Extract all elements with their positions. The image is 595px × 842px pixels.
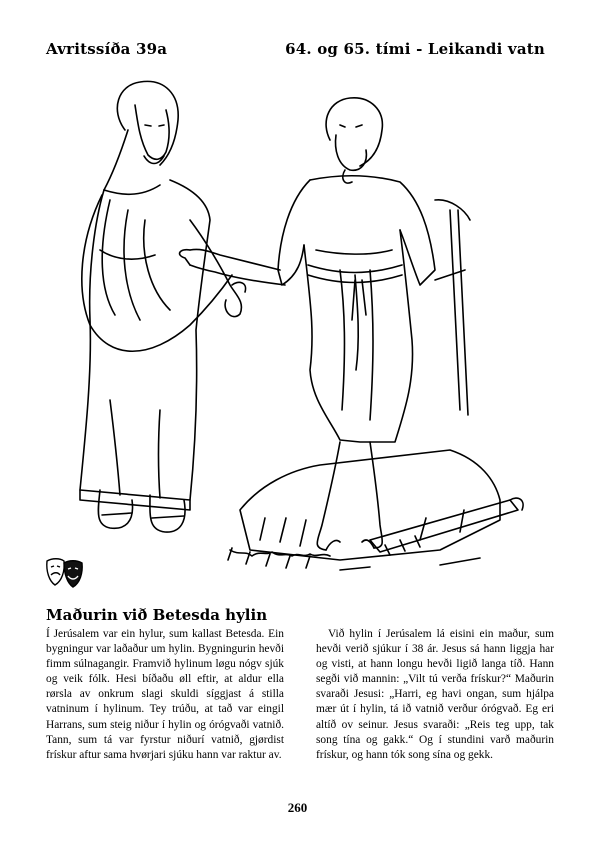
header-left: Avritssíða 39a (46, 40, 168, 58)
article-left-column: Í Jerúsalem var ein hylur, sum kallast Betesda. Ein bygningur var laðaður um hylin. Bygningurin hevði fimm súlnagangir. Framvið hylinum løgu nógv sjúk og veik fólk. Hesi bíðaðu øll eftir, at aldur ella rørsla av onkrum slagi skuldi síggjast á stilla vatninum í hylinum. Tey trúðu, at tað var eingil Harrans, sum steig niður í hylin og órógvaði vatnið. Tann, sum tá var fyrstur niðurí vatnið, gjørdist frískur aftur sama hvørjari sjúku hann var raktur av. (46, 628, 284, 761)
jesus-and-healed-man-illustration (40, 70, 560, 610)
page-number: 260 (287, 800, 308, 815)
article-title: Maðurin við Betesda hylin (46, 606, 268, 624)
article-right-column: Við hylin í Jerúsalem lá eisini ein maður, sum hevði verið sjúkur í 38 ár. Jesus sá hann liggja har og visti, at hann longu hevði ligið langa tíð. Hann segði við mannin: „Vilt tú verða frískur?“ Maðurin svaraði Jesusi: „Harri, eg havi ongan, sum hjálpa mær út í hylin, tá ið vatnið verður órógvað. Eg eri altíð ov seinur. Jesus svaraði: „Reis teg upp, tak song tína og gakk.“ Og í stundini varð maðurin frískur, og hann tók song sína og gekk. (316, 628, 554, 761)
header-right: 64. og 65. tími - Leikandi vatn (285, 40, 545, 58)
theater-masks-icon (44, 555, 86, 591)
